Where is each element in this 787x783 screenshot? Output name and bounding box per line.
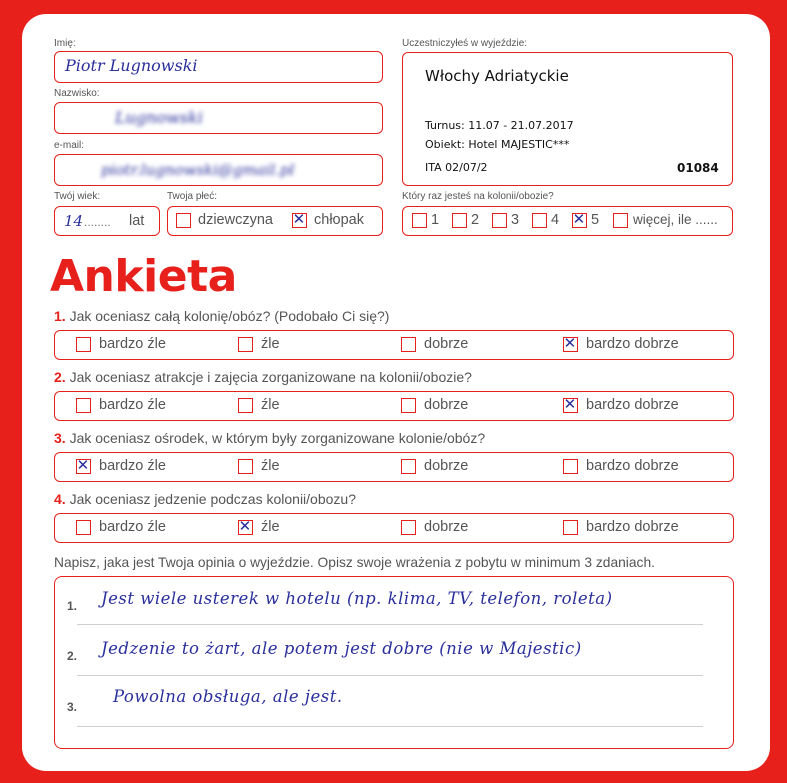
rating-checkbox[interactable] (401, 459, 416, 474)
rating-checkbox[interactable] (238, 459, 253, 474)
rating-checkbox[interactable] (401, 520, 416, 535)
rating-checkbox[interactable] (238, 337, 253, 352)
age-value: 14 (64, 212, 84, 230)
check-mark-icon: ✕ (563, 334, 577, 353)
question-label: Jak oceniasz atrakcje i zajęcia zorganizowane na kolonii/obozie? (69, 369, 472, 385)
question-text (54, 430, 485, 446)
rating-option-label: bardzo źle (99, 336, 166, 352)
email-label: e-mail: (54, 140, 85, 151)
times-checkbox-3[interactable] (492, 213, 507, 228)
check-mark-icon: ✕ (563, 395, 577, 414)
gender-label: Twoja płeć: (167, 191, 218, 202)
rating-option-label: bardzo dobrze (586, 519, 679, 535)
question-text (54, 369, 472, 385)
check-mark-icon: ✕ (238, 517, 252, 536)
trip-number: 01084 (677, 161, 719, 175)
ruled-line (77, 726, 703, 727)
ruled-line (77, 624, 703, 625)
check-mark-icon: ✕ (76, 456, 90, 475)
rating-checkbox[interactable] (76, 337, 91, 352)
rating-option-label: bardzo dobrze (586, 397, 679, 413)
age-field[interactable] (54, 206, 160, 236)
gender-checkbox-female[interactable] (176, 213, 191, 228)
page-title: Ankieta (50, 251, 237, 302)
opinion-line-1: Jest wiele usterek w hotelu (np. klima, TV, telefon, roleta) (101, 589, 613, 608)
rating-option-label: źle (261, 519, 280, 535)
question-text (54, 308, 389, 324)
rating-option-label: dobrze (424, 519, 469, 535)
rating-option-label: źle (261, 336, 280, 352)
opinion-prompt: Napisz, jaka jest Twoja opinia o wyjeździe. Opisz swoje wrażenia z pobytu w minimum 3 zdaniach. (54, 555, 655, 570)
times-checkbox-2[interactable] (452, 213, 467, 228)
rating-option-label: bardzo dobrze (586, 336, 679, 352)
question-number: 3. (54, 430, 66, 446)
gender-option-male: chłopak (314, 212, 364, 228)
ruled-line (77, 675, 703, 676)
rating-row (54, 513, 734, 543)
first-name-label: Imię: (54, 38, 76, 49)
age-label: Twój wiek: (54, 191, 101, 202)
last-name-value: Lugnowski (115, 108, 203, 127)
trip-label: Uczestniczyłeś w wyjeździe: (402, 38, 528, 49)
rating-row (54, 391, 734, 421)
rating-checkbox[interactable] (401, 337, 416, 352)
age-dots: ........ (84, 215, 111, 229)
email-value: piotr.lugnowski@gmail.pl (101, 161, 295, 179)
first-name-value: Piotr Lugnowski (65, 56, 198, 75)
check-mark-icon: ✕ (292, 210, 306, 229)
trip-turnus: Turnus: 11.07 - 21.07.2017 (425, 119, 574, 132)
opinion-line-number: 2. (67, 649, 78, 663)
question-number: 4. (54, 491, 66, 507)
opinion-line-number: 3. (67, 700, 78, 714)
last-name-field[interactable] (54, 102, 383, 134)
question-label: Jak oceniasz całą kolonię/obóz? (Podobało Ci się?) (69, 308, 390, 324)
question-label: Jak oceniasz jedzenie podczas kolonii/obozu? (69, 491, 356, 507)
rating-option-label: bardzo dobrze (586, 458, 679, 474)
check-mark-icon: ✕ (572, 210, 586, 229)
trip-info-box (402, 52, 733, 186)
question-number: 2. (54, 369, 66, 385)
rating-checkbox[interactable] (76, 520, 91, 535)
trip-name: Włochy Adriatyckie (425, 67, 569, 85)
gender-field (167, 206, 383, 236)
rating-option-label: dobrze (424, 397, 469, 413)
gender-checkbox-male[interactable] (292, 210, 307, 229)
times-field (402, 206, 733, 236)
opinion-line-3: Powolna obsługa, ale jest. (113, 687, 343, 706)
times-option-more: więcej, ile ...... (633, 212, 718, 227)
rating-row (54, 452, 734, 482)
question-number: 1. (54, 308, 66, 324)
rating-option-label: źle (261, 458, 280, 474)
times-checkbox-1[interactable] (412, 213, 427, 228)
rating-row (54, 330, 734, 360)
times-checkbox-5[interactable] (572, 210, 587, 229)
rating-option-label: dobrze (424, 336, 469, 352)
times-option-3: 3 (511, 212, 520, 228)
rating-checkbox[interactable] (238, 517, 253, 536)
rating-option-label: źle (261, 397, 280, 413)
rating-option-label: bardzo źle (99, 458, 166, 474)
opinion-box[interactable] (54, 576, 734, 749)
times-option-1: 1 (431, 212, 440, 228)
opinion-line-2: Jedzenie to żart, ale potem jest dobre (nie w Majestic) (101, 639, 582, 658)
opinion-line-number: 1. (67, 599, 78, 613)
trip-obiekt: Obiekt: Hotel MAJESTIC*** (425, 138, 570, 151)
times-label: Który raz jesteś na kolonii/obozie? (402, 191, 554, 202)
rating-checkbox[interactable] (76, 456, 91, 475)
times-checkbox-4[interactable] (532, 213, 547, 228)
survey-card (22, 14, 770, 771)
times-checkbox-more[interactable] (613, 213, 628, 228)
rating-option-label: dobrze (424, 458, 469, 474)
question-label: Jak oceniasz ośrodek, w którym były zorganizowane kolonie/obóz? (69, 430, 486, 446)
times-option-2: 2 (471, 212, 480, 228)
rating-checkbox[interactable] (401, 398, 416, 413)
rating-checkbox[interactable] (563, 395, 578, 414)
rating-checkbox[interactable] (563, 459, 578, 474)
rating-checkbox[interactable] (76, 398, 91, 413)
question-text (54, 491, 356, 507)
last-name-label: Nazwisko: (54, 88, 100, 99)
first-name-field[interactable] (54, 51, 383, 83)
rating-option-label: bardzo źle (99, 397, 166, 413)
times-option-5: 5 (591, 212, 600, 228)
rating-checkbox[interactable] (563, 334, 578, 353)
rating-checkbox[interactable] (563, 520, 578, 535)
age-unit: lat (129, 213, 145, 229)
times-option-4: 4 (551, 212, 560, 228)
trip-code: ITA 02/07/2 (425, 161, 488, 174)
gender-option-female: dziewczyna (198, 212, 273, 228)
email-field[interactable] (54, 154, 383, 186)
rating-option-label: bardzo źle (99, 519, 166, 535)
rating-checkbox[interactable] (238, 398, 253, 413)
